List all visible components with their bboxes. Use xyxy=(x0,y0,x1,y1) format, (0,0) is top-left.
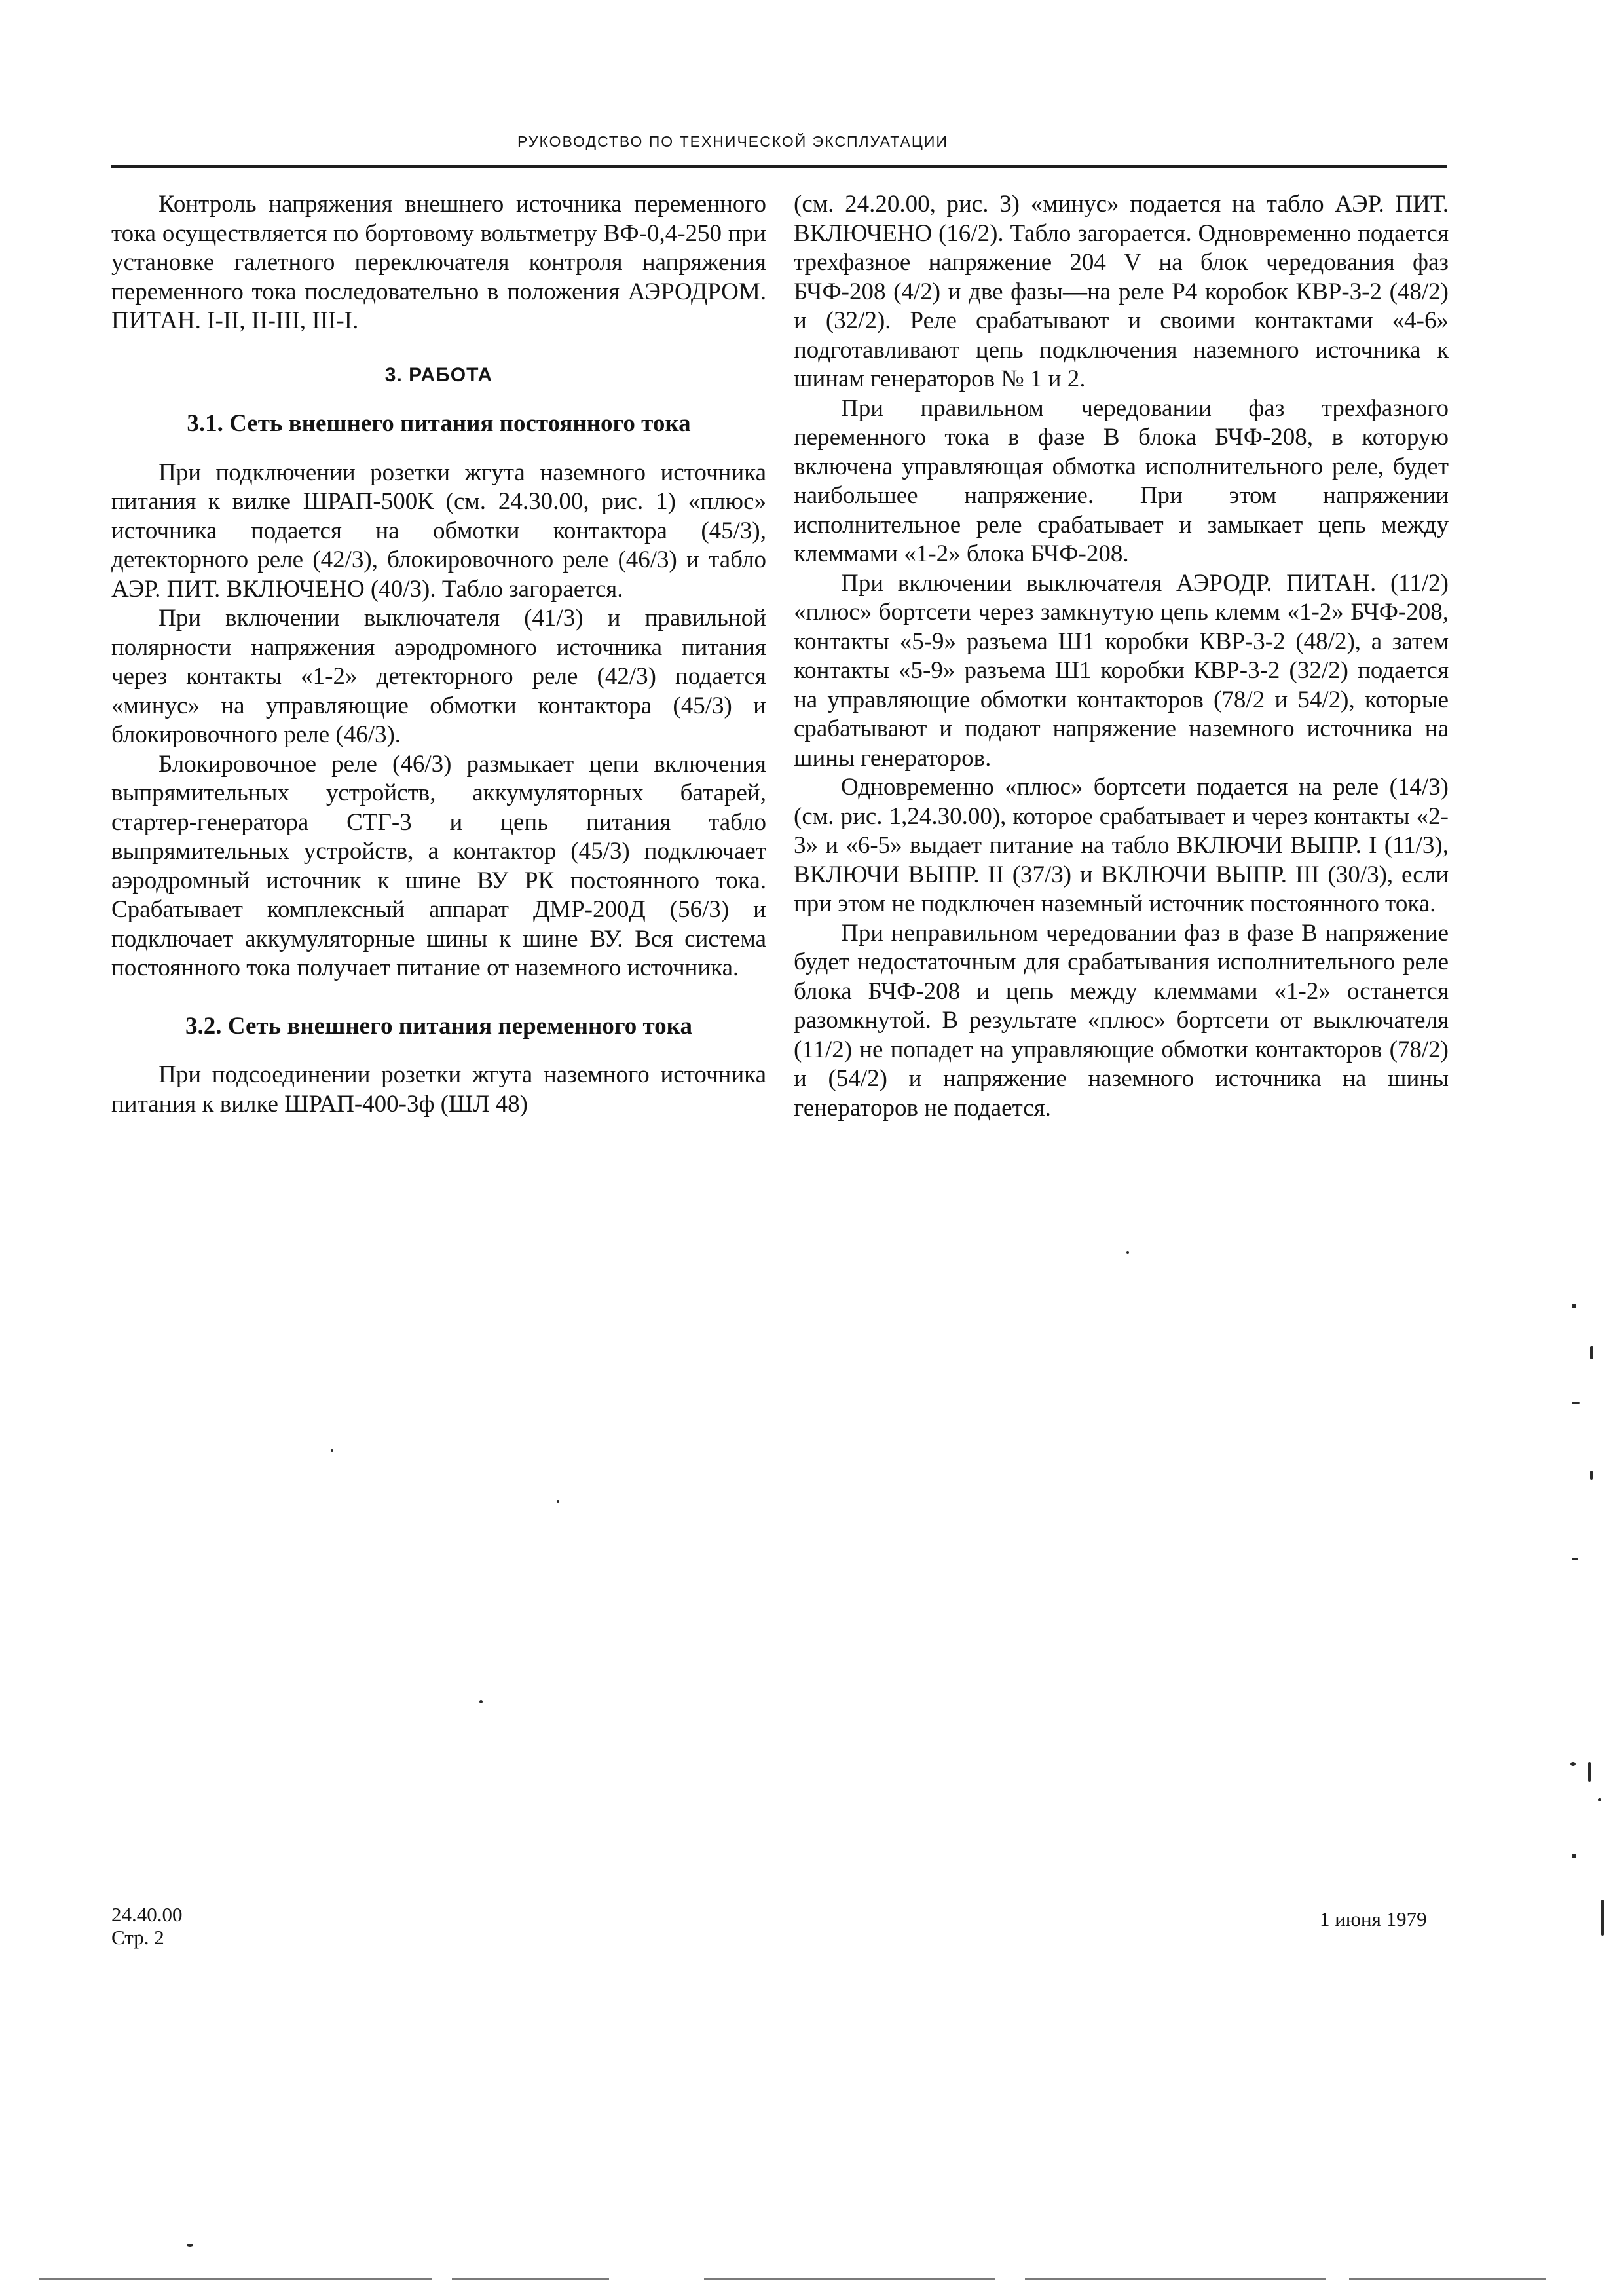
scan-speck xyxy=(1590,1346,1593,1359)
scan-speck xyxy=(1572,1402,1580,1404)
scan-speck xyxy=(479,1700,483,1703)
page-number: Стр. 2 xyxy=(111,1926,164,1949)
doc-number: 24.40.00 xyxy=(111,1903,183,1926)
body-paragraph: При включении выключателя АЭРОДР. ПИТАН. (11/2) «плюс» бортсети через замкнутую цепь клемм «1-2» БЧФ-208, контакты «5-9» разъема Ш1 коробки КВР-3-2 (48/2), а затем контакты «5-9» разъема Ш1 коробки КВР-3-2 (32/2) подается на управляющие обмотки контакторов (78/2 и 54/2), которые срабатывают и подают напряжение наземного источника на шины генераторов. xyxy=(794,569,1449,772)
section-title: 3. РАБОТА xyxy=(384,364,493,386)
scan-artifact-line xyxy=(1349,2278,1546,2280)
body-paragraph: При включении выключателя (41/3) и правильной полярности напряжения аэродромного источника питания через контакты «1-2» детекторного реле (42/3) подается «минус» на управляющие обмотки контактора (45/3) и блокировочного реле (46/3). xyxy=(111,605,766,748)
header-rule xyxy=(111,165,1447,168)
right-column xyxy=(794,190,1449,1123)
scan-speck xyxy=(1598,1798,1601,1801)
scan-artifact-line xyxy=(39,2278,432,2280)
body-paragraph: При подключении розетки жгута наземного источника питания к вилке ШРАП-500К (см. 24.30.00, рис. 1) «плюс» источника подается на обмотки контактора (45/3), детекторного реле (42/3), блокировочного реле (46/3) и табло АЭР. ПИТ. ВКЛЮЧЕНО (40/3). Табло загорается. xyxy=(111,459,766,603)
footer-date: 1 июня 1979 xyxy=(1320,1908,1427,1930)
body-paragraph: При подсоединении розетки жгута наземного источника питания к вилке ШРАП-400-3ф (ШЛ 48) xyxy=(111,1061,766,1118)
body-paragraph: При правильном чередовании фаз трехфазного переменного тока в фазе В блока БЧФ-208, в которую включена управляющая обмотка исполнительного реле, будет наибольшее напряжение. При этом напряжении исполнительное реле срабатывает и замыкает цепь между клеммами «1-2» блока БЧФ-208. xyxy=(794,394,1449,567)
footer-left xyxy=(111,1903,183,1949)
scan-artifact-line xyxy=(704,2278,995,2280)
scan-speck xyxy=(1601,1900,1604,1936)
scan-speck xyxy=(1588,1762,1591,1782)
scan-speck xyxy=(1572,1854,1576,1858)
scan-speck xyxy=(1590,1471,1593,1480)
scan-speck xyxy=(1572,1558,1578,1560)
subsection-title-ac: 3.2. Сеть внешнего питания переменного тока xyxy=(185,1012,692,1040)
scan-speck xyxy=(331,1449,333,1452)
scan-artifact-line xyxy=(1025,2278,1326,2280)
scan-speck xyxy=(557,1500,559,1503)
scan-speck xyxy=(1126,1251,1129,1254)
scan-speck xyxy=(1570,1762,1576,1766)
left-column xyxy=(111,190,766,1119)
subsection-title-dc: 3.1. Сеть внешнего питания постоянного тока xyxy=(187,410,691,437)
scan-speck xyxy=(187,2244,193,2247)
continuation-paragraph: (см. 24.20.00, рис. 3) «минус» подается на табло АЭР. ПИТ. ВКЛЮЧЕНО (16/2). Табло загорается. Одновременно подается трехфазное напряжение 204 V на блок чередования фаз БЧФ-208 (4/2) и две фазы—на реле Р4 коробок КВР-3-2 (48/2) и (32/2). Реле срабатывают и своими контактами «4-6» подготавливают цепь подключения наземного источника к шинам генераторов № 1 и 2. xyxy=(794,191,1449,392)
body-paragraph: При неправильном чередовании фаз в фазе В напряжение будет недостаточным для срабатывания исполнительного реле блока БЧФ-208 и цепь между клеммами «1-2» останется разомкнутой. В результате «плюс» бортсети от выключателя (11/2) не попадет на управляющие обмотки контакторов (78/2) и (54/2) и напряжение наземного источника на шины генераторов не подается. xyxy=(794,919,1449,1121)
running-header: РУКОВОДСТВО ПО ТЕХНИЧЕСКОЙ ЭКСПЛУАТАЦИИ xyxy=(517,133,948,150)
scan-artifact-line xyxy=(452,2278,609,2280)
intro-paragraph: Контроль напряжения внешнего источника переменного тока осуществляется по бортовому вольтметру ВФ-0,4-250 при установке галетного переключателя контроля напряжения переменного тока последовательно в положения АЭРОДРОМ. ПИТАН. I-II, II-III, III-I. xyxy=(111,191,766,334)
scan-speck xyxy=(1572,1304,1576,1308)
body-paragraph: Блокировочное реле (46/3) размыкает цепи включения выпрямительных устройств, аккумуляторных батарей, стартер-генератора СТГ-3 и цепь питания табло выпрямительных устройств, а контактор (45/3) подключает аэродромный источник к шине ВУ РК постоянного тока. Срабатывает комплексный аппарат ДМР-200Д (56/3) и подключает аккумуляторные шины к шине ВУ. Вся система постоянного тока получает питание от наземного источника. xyxy=(111,750,766,981)
body-paragraph: Одновременно «плюс» бортсети подается на реле (14/3) (см. рис. 1,24.30.00), которое срабатывает и через контакты «2-3» и «6-5» выдает питание на табло ВКЛЮЧИ ВЫПР. I (11/3), ВКЛЮЧИ ВЫПР. II (37/3) и ВКЛЮЧИ ВЫПР. III (30/3), если при этом не подключен наземный источник постоянного тока. xyxy=(794,774,1449,917)
